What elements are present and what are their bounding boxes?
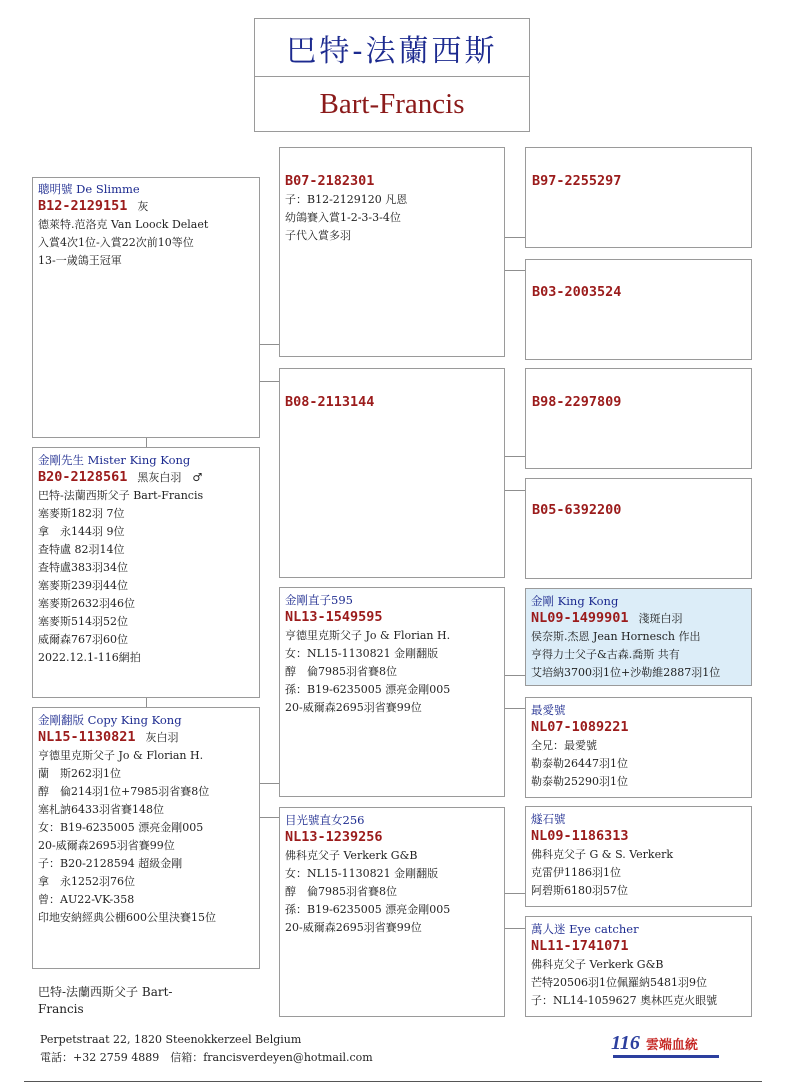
dds-line: 克雷伊1186羽1位 [531,866,621,879]
sire-line: 入賞4次1位-入賞22次前10等位 [38,236,194,249]
dam-line: 子：B20-2128594 超級金剛 [38,857,183,870]
dam-sire-line: 20-威爾森2695羽省賽99位 [285,701,422,714]
dam-sire-ring: NL13-1549595 [285,609,383,625]
dss-line: 艾培納3700羽1位+沙勒維2887羽1位 [531,666,721,679]
dam-dam-line: 醇 倫7985羽省賽8位 [285,885,397,898]
connector-line [504,456,525,457]
connector-line [504,490,525,491]
sire-card[interactable] [32,177,260,438]
title-box [254,18,530,132]
ddd-line: 佛科克父子 Verkerk G&B [531,958,664,971]
connector-line [259,381,280,382]
title-english: Bart-Francis [319,88,465,120]
dam-dam-line: 孫：B19-6235005 漂亮金剛005 [285,903,451,916]
site-logo[interactable] [611,1030,698,1056]
subject-line: 查特盧 82羽14位 [38,543,125,556]
subject-line: 塞麥斯239羽44位 [38,579,128,592]
dam-sire-name: 金剛直子595 [285,593,353,607]
subject-line: 查特盧383羽34位 [38,561,128,574]
subject-ring: B20-2128561 [38,469,128,485]
ddd-name: 萬人迷 Eye catcher [531,922,639,936]
dam-dam-name: 目光號直女256 [285,813,365,827]
owner-name [38,984,172,1018]
sire-sire-card[interactable] [279,147,505,357]
dsd-ring: NL07-1089221 [531,719,629,735]
dam-line: 蘭 斯262羽1位 [38,767,121,780]
sss-card[interactable] [525,147,752,248]
connector-line [259,344,280,345]
subject-line: 塞麥斯182羽 7位 [38,507,125,520]
sire-sire-ring: B07-2182301 [285,173,375,189]
sds-ring: B98-2297809 [532,394,622,410]
logo-underline [613,1055,719,1058]
dam-dam-ring: NL13-1239256 [285,829,383,845]
dds-line: 佛科克父子 G & S. Verkerk [531,848,674,861]
dsd-line: 勒泰勒25290羽1位 [531,775,628,788]
connector-line [504,270,525,271]
dsd-line: 全兄：最愛號 [531,739,597,752]
owner-line: Francis [38,1002,84,1016]
dam-line: 曾：AU22-VK-358 [38,893,135,906]
ddd-ring: NL11-1741071 [531,938,629,954]
owner-line: 巴特-法蘭西斯父子 Bart- [38,985,173,999]
dam-sire-line: 醇 倫7985羽省賽8位 [285,665,397,678]
sds-card[interactable] [525,368,752,469]
sire-line: 13-一歲鴿王冠軍 [38,254,122,267]
dds-ring: NL09-1186313 [531,828,629,844]
dam-color: 灰白羽 [145,731,179,744]
dam-sire-line: 亨德里克斯父子 Jo & Florian H. [285,629,451,642]
dam-dam-card[interactable] [279,807,505,1017]
connector-line [146,437,147,447]
dam-line: 20-威爾森2695羽省賽99位 [38,839,175,852]
dss-name: 金剛 King Kong [531,594,619,608]
dam-dam-line: 女：NL15-1130821 金剛翻版 [285,867,439,880]
dam-ring: NL15-1130821 [38,729,136,745]
sire-dam-ring: B08-2113144 [285,394,375,410]
logo-number: 116 [611,1031,640,1054]
connector-line [504,237,525,238]
sdd-ring: B05-6392200 [532,502,622,518]
dam-card[interactable] [32,707,260,969]
dam-sire-line: 女：NL15-1130821 金剛翻版 [285,647,439,660]
ssd-ring: B03-2003524 [532,284,622,300]
ddd-card[interactable] [525,916,752,1017]
ddd-line: 子：NL14-1059627 奧林匹克火眼號 [531,994,718,1007]
subject-line: 2022.12.1-116網拍 [38,651,141,664]
dss-line: 侯奈斯.杰恩 Jean Hornesch 作出 [531,630,701,643]
sire-sire-line: 子：B12-2129120 凡恩 [285,193,408,206]
contact-block [40,1031,373,1067]
connector-line [259,783,280,784]
connector-line [504,708,525,709]
subject-line: 拿 永144羽 9位 [38,525,125,538]
dam-name: 金剛翻版 Copy King Kong [38,713,182,727]
dam-line: 醇 倫214羽1位+7985羽省賽8位 [38,785,210,798]
dam-line: 拿 永1252羽76位 [38,875,135,888]
sire-line: 德萊特.范洛克 Van Loock Delaet [38,218,209,231]
sire-color: 灰 [137,200,149,213]
ssd-card[interactable] [525,259,752,360]
subject-line: 威爾森767羽60位 [38,633,128,646]
ddd-line: 芒特20506羽1位佩羅納5481羽9位 [531,976,707,989]
subject-line: 塞麥斯2632羽46位 [38,597,135,610]
dsd-line: 勒泰勒26447羽1位 [531,757,628,770]
connector-line [259,817,280,818]
dds-line: 阿碧斯6180羽57位 [531,884,628,897]
dds-card[interactable] [525,806,752,907]
sire-dam-card[interactable] [279,368,505,578]
connector-line [504,893,525,894]
dam-dam-line: 佛科克父子 Verkerk G&B [285,849,418,862]
sdd-card[interactable] [525,478,752,579]
dss-ring: NL09-1499901 [531,610,629,626]
subject-name: 金剛先生 Mister King Kong [38,453,191,467]
sire-name: 聰明號 De Slimme [38,182,140,196]
subject-color: 黑灰白羽 ♂ [137,471,203,484]
dam-line: 印地安納經典公棚600公里決賽15位 [38,911,216,924]
dsd-card[interactable] [525,697,752,798]
subject-line: 塞麥斯514羽52位 [38,615,128,628]
sire-ring: B12-2129151 [38,198,128,214]
sire-sire-line: 子代入賞多羽 [285,229,351,242]
title-chinese: 巴特-法蘭西斯 [255,19,529,77]
dss-line: 亨得力士父子&古森.喬斯 共有 [531,648,680,661]
dam-line: 塞札訥6433羽省賽148位 [38,803,164,816]
dss-card[interactable] [525,588,752,686]
bottom-divider [24,1081,762,1082]
connector-line [504,675,525,676]
subject-line: 巴特-法蘭西斯父子 Bart-Francis [38,489,204,502]
address: Perpetstraat 22, 1820 Steenokkerzeel Belgium [40,1033,302,1046]
subject-card[interactable] [32,447,260,698]
logo-text: 雲端血統 [645,1037,698,1053]
sss-ring: B97-2255297 [532,173,622,189]
dam-line: 女：B19-6235005 漂亮金剛005 [38,821,204,834]
dam-sire-line: 孫：B19-6235005 漂亮金剛005 [285,683,451,696]
dam-dam-line: 20-威爾森2695羽省賽99位 [285,921,422,934]
dsd-name: 最愛號 [531,703,566,717]
connector-line [504,928,525,929]
dam-sire-card[interactable] [279,587,505,797]
contact-info[interactable]: 電話：+32 2759 4889 信箱：francisverdeyen@hotmail.com [40,1051,373,1064]
dam-line: 亨德里克斯父子 Jo & Florian H. [38,749,204,762]
connector-line [146,698,147,707]
dds-name: 燧石號 [531,812,566,826]
sire-sire-line: 幼鴿賽入賞1-2-3-3-4位 [285,211,401,224]
dss-color: 淺斑白羽 [638,612,683,625]
